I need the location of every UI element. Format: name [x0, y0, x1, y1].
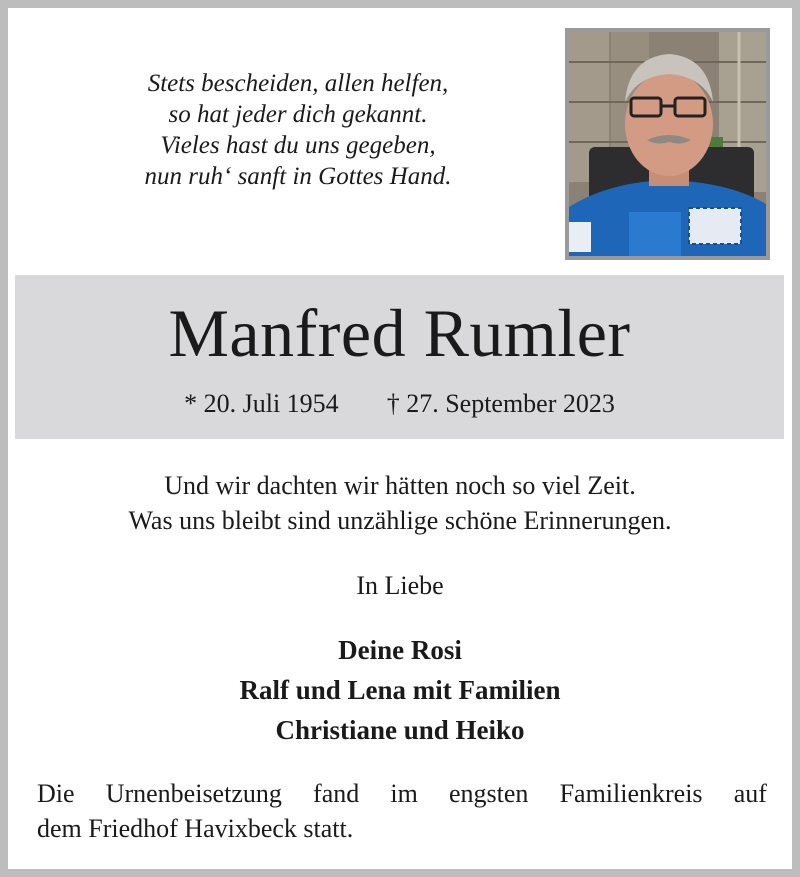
notice-line-2: dem Friedhof Havixbeck statt. [37, 814, 354, 843]
notice-word: auf [733, 779, 767, 808]
deceased-name: Manfred Rumler [168, 295, 631, 371]
birth-date: * 20. Juli 1954 [184, 389, 339, 418]
notice-word: Familienkreis [559, 779, 703, 808]
mourner-line: Deine Rosi [338, 635, 462, 665]
verse-line: nun ruh‘ sanft in Gottes Hand. [144, 163, 452, 190]
quote-line: Und wir dachten wir hätten noch so viel Zeit. [164, 471, 636, 500]
obituary-card [8, 8, 792, 869]
mourner-line: Ralf und Lena mit Familien [239, 675, 561, 705]
notice-line-1 [37, 776, 767, 811]
notice-word: fand [313, 779, 360, 808]
notice-word: Die [37, 779, 75, 808]
life-dates [15, 389, 784, 419]
memorial-quote [8, 468, 792, 538]
notice-word: im [390, 779, 418, 808]
quote-line: Was uns bleibt sind unzählige schöne Erinnerungen. [128, 506, 672, 535]
burial-notice [37, 776, 767, 846]
verse-line: Vieles hast du uns gegeben, [160, 132, 436, 159]
memorial-verse [48, 68, 548, 192]
verse-line: so hat jeder dich gekannt. [168, 101, 428, 128]
name-band [15, 275, 784, 439]
verse-line: Stets bescheiden, allen helfen, [147, 70, 449, 97]
closing-phrase: In Liebe [356, 571, 444, 600]
death-date: † 27. September 2023 [386, 389, 615, 418]
portrait-photo [565, 28, 770, 260]
portrait-image [569, 32, 766, 256]
notice-word: engsten [449, 779, 529, 808]
mourners-list [8, 630, 792, 750]
notice-word: Urnenbeisetzung [105, 779, 282, 808]
mourner-line: Christiane und Heiko [275, 715, 525, 745]
